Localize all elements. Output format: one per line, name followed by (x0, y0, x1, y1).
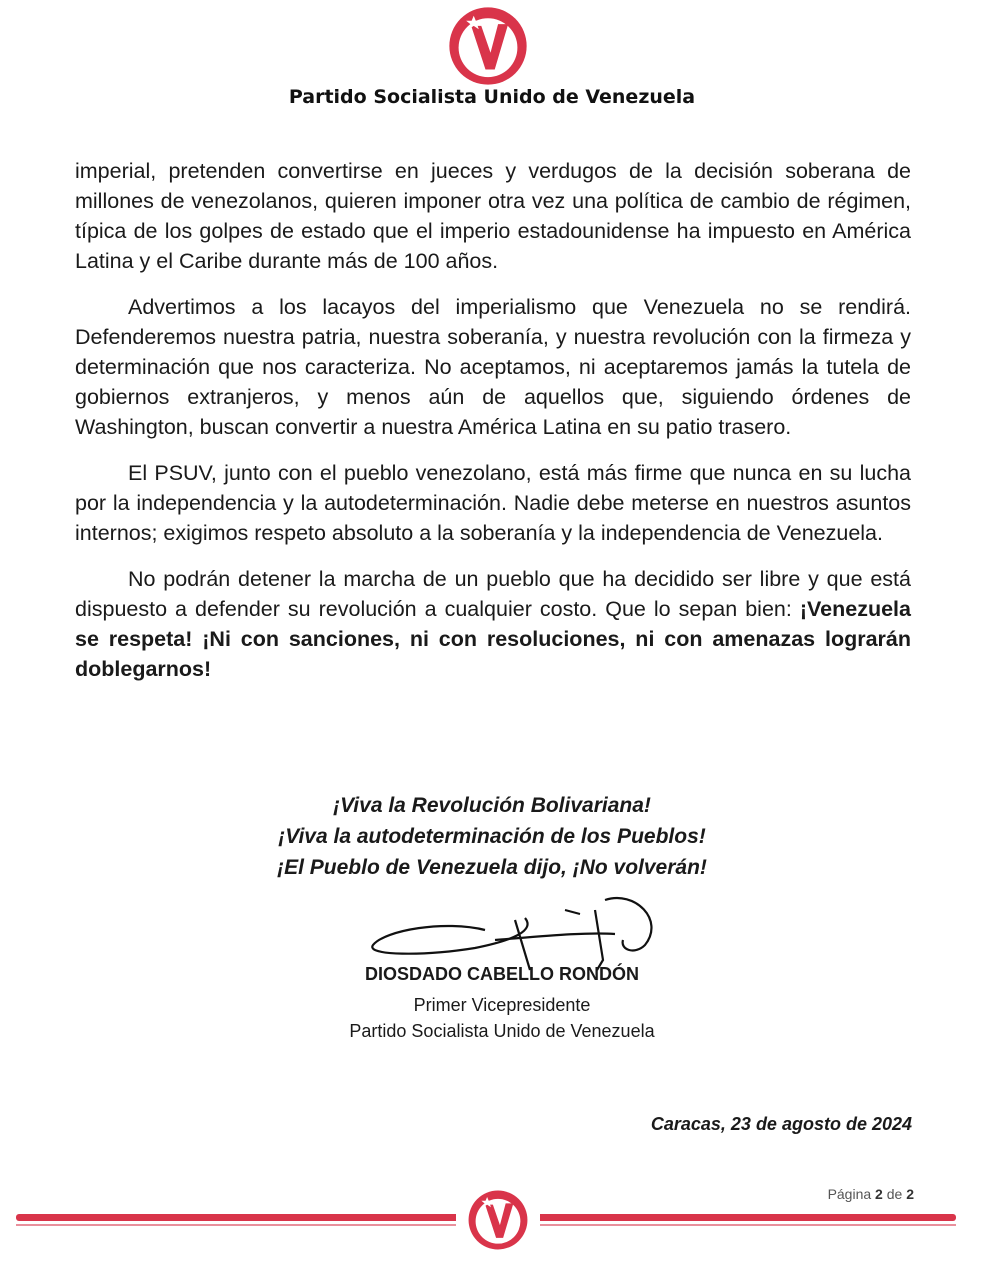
paragraph-4-emphasis: ¡Venezuela se respeta! ¡Ni con sanciones, ni con resoluciones, ni con amenazas lograrán doblegarnos! (75, 597, 911, 681)
letter-body (75, 156, 911, 700)
slogan-3: ¡El Pueblo de Venezuela dijo, ¡No volverán! (277, 856, 707, 879)
page-total: 2 (906, 1186, 914, 1202)
page-label: Página (827, 1186, 872, 1202)
paragraph-3: El PSUV, junto con el pueblo venezolano, está más firme que nunca en su lucha por la independencia y la autodeterminación. Nadie debe meterse en nuestros asuntos internos; exigimos respeto absoluto a la soberanía y la independencia de Venezuela. (75, 461, 911, 545)
paragraph-4 (75, 564, 911, 684)
closing-slogans (0, 790, 984, 883)
page-of: de (886, 1186, 903, 1202)
signer-organization: Partido Socialista Unido de Venezuela (349, 1021, 655, 1041)
psuv-logo-icon (446, 4, 530, 88)
organization-title: Partido Socialista Unido de Venezuela (288, 86, 696, 108)
page-current: 2 (875, 1186, 883, 1202)
signer-role: Primer Vicepresidente (413, 995, 591, 1015)
paragraph-4-text: No podrán detener la marcha de un pueblo que ha decidido ser libre y que está dispuesto a defender su revolución a cualquier costo. Que lo sepan bien: (75, 567, 911, 621)
slogan-2: ¡Viva la autodeterminación de los Pueblos! (278, 825, 706, 848)
paragraph-1: imperial, pretenden convertirse en jueces y verdugos de la decisión soberana de millones de venezolanos, quieren imponer otra vez una política de cambio de régimen, típica de los golpes de estado que el imperio estadounidense ha impuesto en América Latina y el Caribe durante más de 100 años. (75, 159, 911, 273)
psuv-footer-logo-icon (466, 1188, 530, 1252)
date-line: Caracas, 23 de agosto de 2024 (650, 1114, 912, 1134)
signer-name: DIOSDADO CABELLO RONDÓN (365, 964, 639, 984)
page-number (828, 1186, 914, 1202)
slogan-1: ¡Viva la Revolución Bolivariana! (333, 794, 651, 817)
signer-title (10, 992, 984, 1044)
paragraph-2: Advertimos a los lacayos del imperialismo que Venezuela no se rendirá. Defenderemos nuestra patria, nuestra soberanía, y nuestra revolución con la firmeza y determinación que nos caracteriza. No aceptamos, ni aceptaremos jamás la tutela de gobiernos extranjeros, y menos aún de aquellos que, siguiendo órdenes de Washington, buscan convertir a nuestra América Latina en su patio trasero. (75, 295, 911, 439)
